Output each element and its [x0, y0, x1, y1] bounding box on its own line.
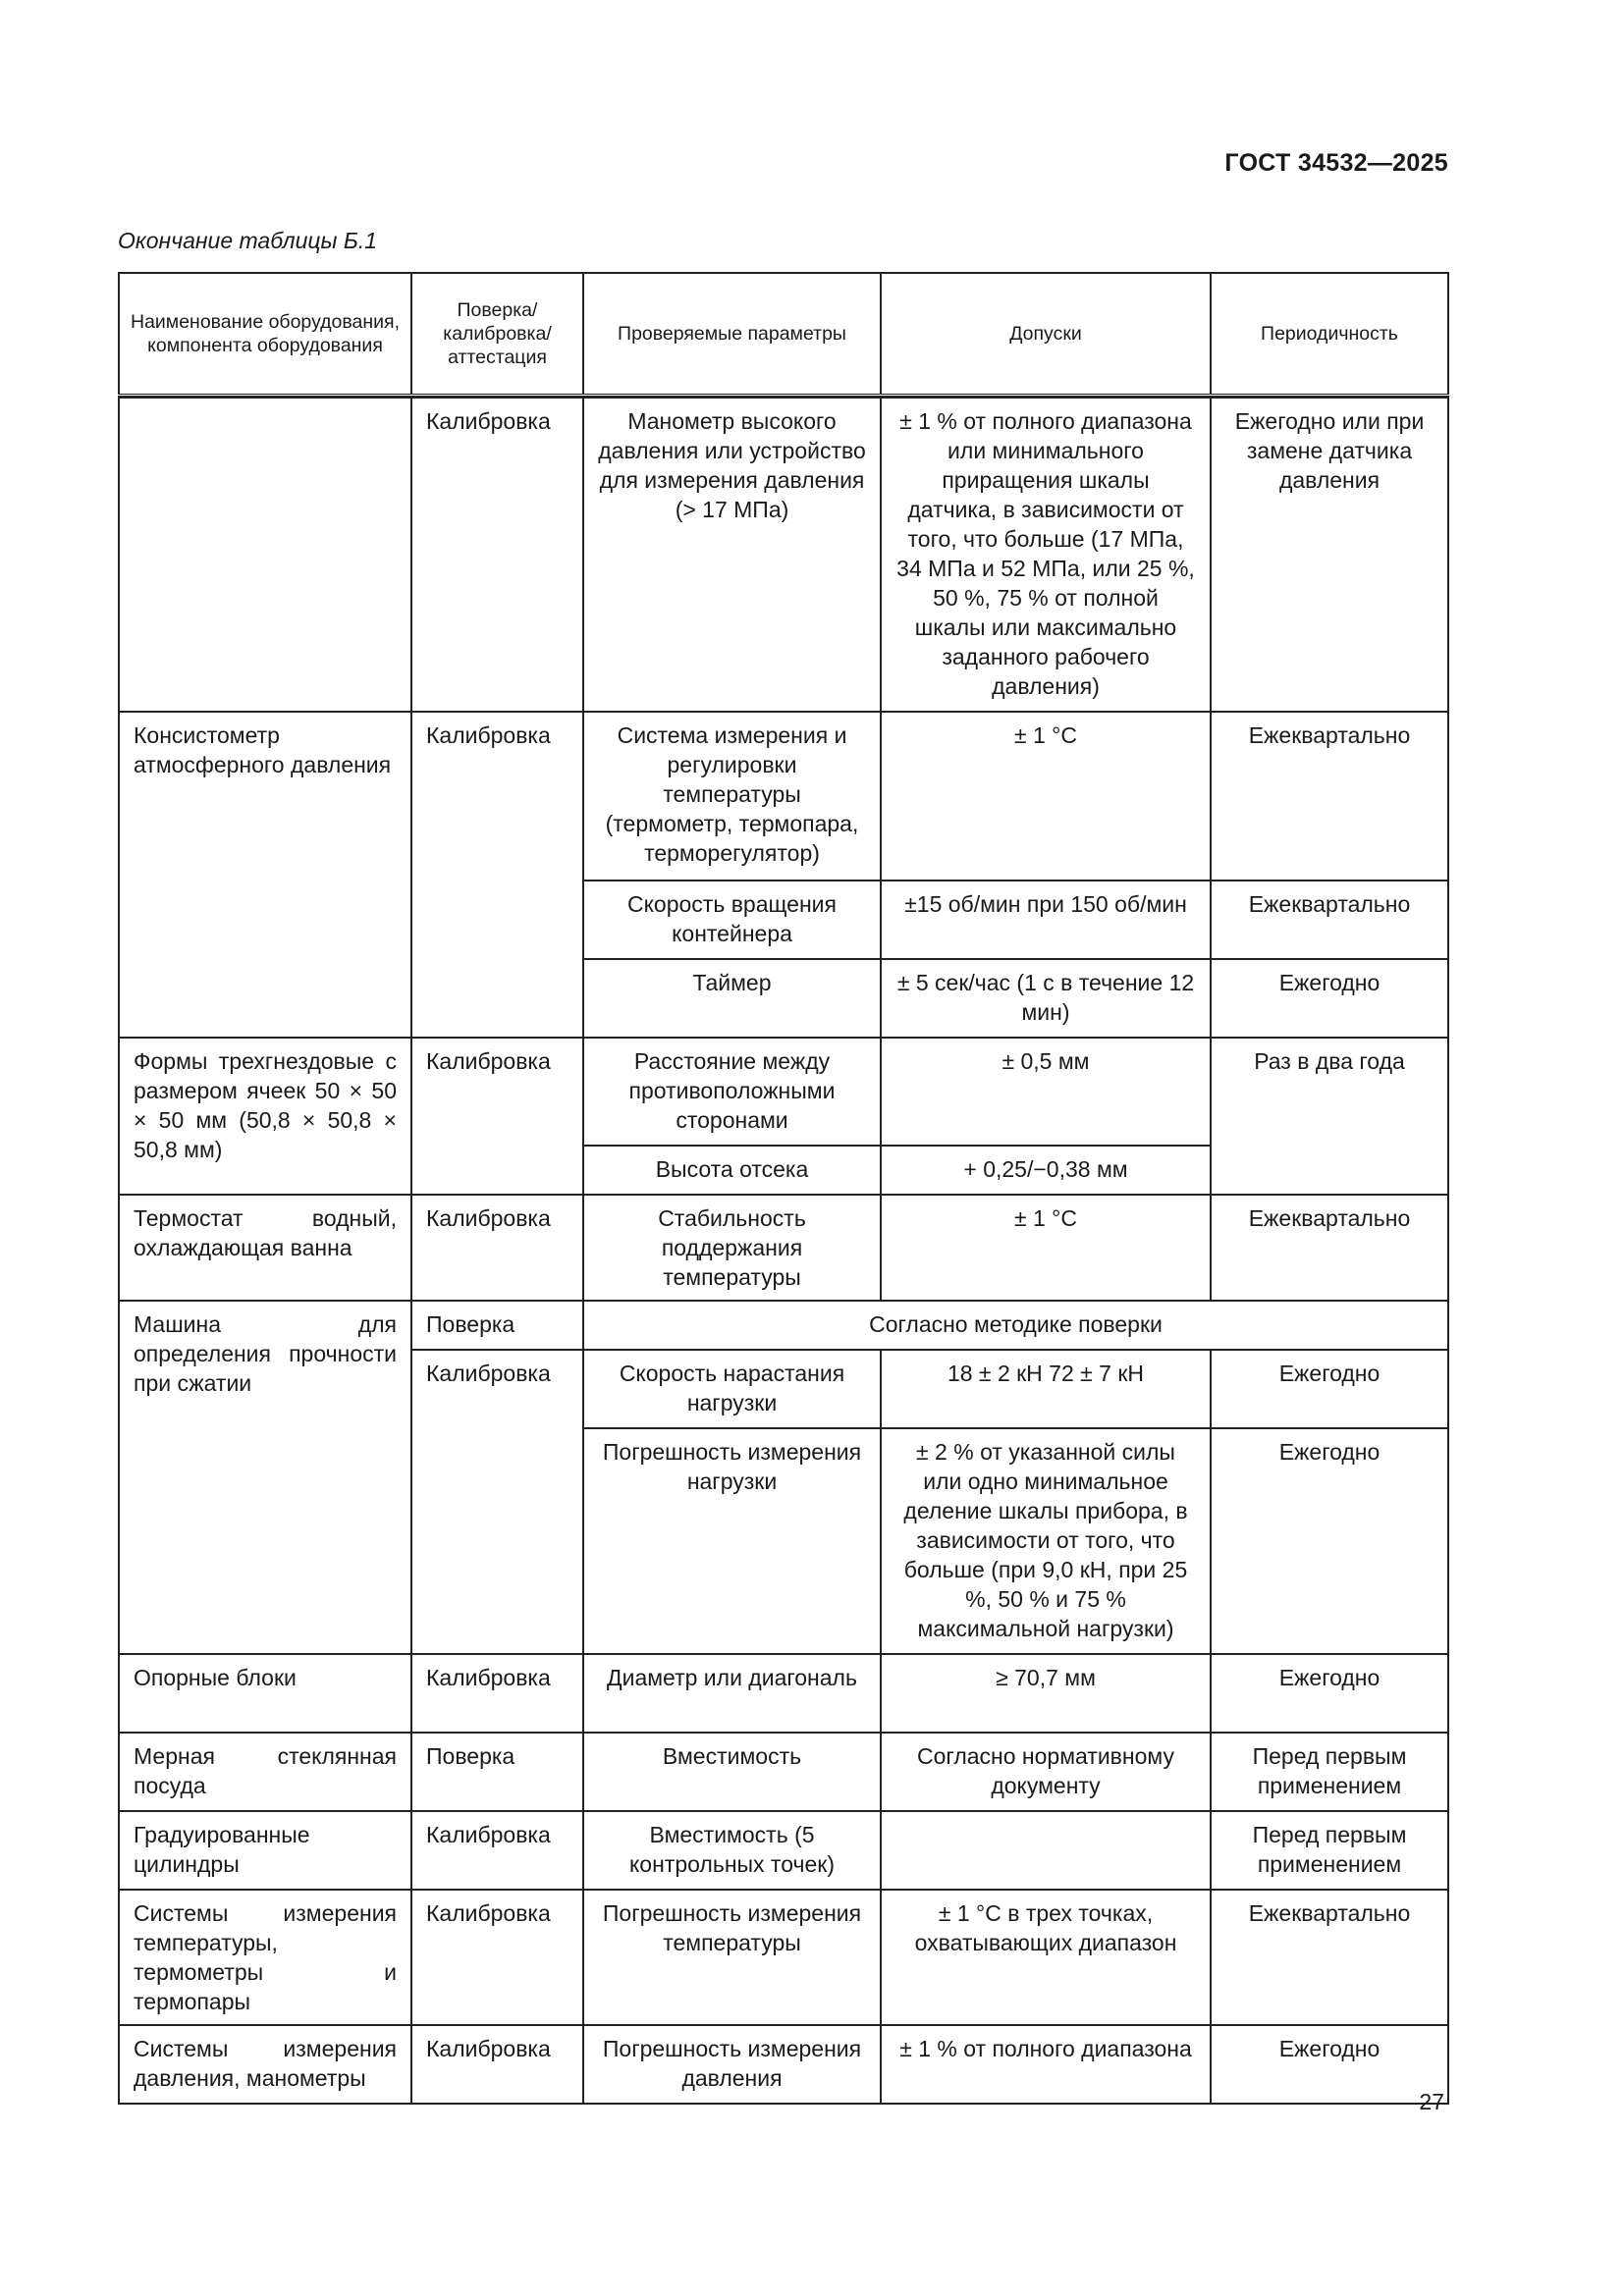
cell-period: Ежегодно [1211, 1654, 1448, 1733]
cell-equipment: Системы измерения температуры, термометры и термопары [119, 1890, 411, 2025]
cell-param: Таймер [583, 959, 881, 1038]
cell-param: Вместимость [583, 1733, 881, 1811]
cell-check: Калибровка [411, 712, 583, 1038]
table-row [119, 1195, 1448, 1301]
cell-tolerance: 18 ± 2 кН 72 ± 7 кН [881, 1350, 1211, 1428]
cell-check: Калибровка [411, 1811, 583, 1890]
cell-period: Ежеквартально [1211, 881, 1448, 959]
cell-check: Калибровка [411, 2025, 583, 2104]
cell-param: Высота отсека [583, 1146, 881, 1195]
cell-check: Калибровка [411, 1195, 583, 1301]
cell-tolerance: ± 1 °С [881, 1195, 1211, 1301]
cell-tolerance: ±15 об/мин при 150 об/мин [881, 881, 1211, 959]
cell-period: Ежегодно [1211, 959, 1448, 1038]
column-header-params: Проверяемые параметры [583, 273, 881, 395]
cell-param: Диаметр или диагональ [583, 1654, 881, 1733]
cell-tolerance: + 0,25/−0,38 мм [881, 1146, 1211, 1195]
cell-equipment: Мерная стеклянная посуда [119, 1733, 411, 1811]
cell-param: Погрешность измерения нагрузки [583, 1428, 881, 1654]
table-row [119, 1811, 1448, 1890]
cell-check: Калибровка [411, 1038, 583, 1195]
cell-equipment: Термостат водный, охлаждающая ванна [119, 1195, 411, 1301]
column-header-tolerance: Допуски [881, 273, 1211, 395]
cell-period: Ежегодно или при замене датчика давления [1211, 398, 1448, 712]
cell-tolerance: ± 0,5 мм [881, 1038, 1211, 1146]
table-row [119, 1301, 1448, 1350]
column-header-period: Периодичность [1211, 273, 1448, 395]
cell-tolerance: Согласно нормативному документу [881, 1733, 1211, 1811]
cell-tolerance: ± 2 % от указанной силы или одно минимальное деление шкалы прибора, в зависимости от того, что больше (при 9,0 кН, при 25 %, 50 % и 75 % максимальной нагрузки) [881, 1428, 1211, 1654]
cell-param: Скорость вращения контейнера [583, 881, 881, 959]
table-header-row [119, 273, 1448, 395]
cell-param: Погрешность измерения давления [583, 2025, 881, 2104]
page-number: 27 [1419, 2089, 1444, 2114]
document-code: ГОСТ 34532—2025 [1224, 149, 1448, 177]
cell-tolerance: ± 1 % от полного диапазона или минимального приращения шкалы датчика, в зависимости от того, что больше (17 МПа, 34 МПа и 52 МПа, или 25 %, 50 %, 75 % от полной шкалы или максимально заданного рабочего давления) [881, 398, 1211, 712]
cell-check: Калибровка [411, 1890, 583, 2025]
cell-tolerance: ± 5 сек/час (1 с в течение 12 мин) [881, 959, 1211, 1038]
column-header-equipment: Наименование оборудования, компонента оборудования [119, 273, 411, 395]
cell-equipment [119, 398, 411, 712]
cell-check: Поверка [411, 1301, 583, 1350]
cell-param: Скорость нарастания нагрузки [583, 1350, 881, 1428]
equipment-table [118, 272, 1449, 2105]
table-caption: Окончание таблицы Б.1 [118, 228, 378, 253]
cell-period: Ежегодно [1211, 2025, 1448, 2104]
cell-period: Ежегодно [1211, 1350, 1448, 1428]
table-row [119, 2025, 1448, 2104]
cell-equipment: Консистометр атмосферного давления [119, 712, 411, 1038]
cell-check: Калибровка [411, 398, 583, 712]
cell-param: Система измерения и регулировки температуры (термометр, термопара, терморегулятор) [583, 712, 881, 881]
cell-equipment: Формы трехгнездовые с размером ячеек 50 × 50 × 50 мм (50,8 × 50,8 × 50,8 мм) [119, 1038, 411, 1195]
cell-tolerance: ± 1 °С в трех точках, охватывающих диапазон [881, 1890, 1211, 2025]
table-row [119, 398, 1448, 712]
cell-period: Ежегодно [1211, 1428, 1448, 1654]
cell-tolerance: ± 1 % от полного диапазона [881, 2025, 1211, 2104]
cell-param: Манометр высокого давления или устройство для измерения давления (> 17 МПа) [583, 398, 881, 712]
cell-equipment: Системы измерения давления, манометры [119, 2025, 411, 2104]
cell-period: Перед первым применением [1211, 1811, 1448, 1890]
cell-period: Ежеквартально [1211, 712, 1448, 881]
cell-period: Перед первым применением [1211, 1733, 1448, 1811]
table-row [119, 1890, 1448, 2025]
cell-merged-verification: Согласно методике поверки [583, 1301, 1448, 1350]
cell-param: Вместимость (5 контрольных точек) [583, 1811, 881, 1890]
cell-param: Погрешность измерения температуры [583, 1890, 881, 2025]
cell-tolerance: ± 1 °С [881, 712, 1211, 881]
cell-param: Расстояние между противоположными сторонами [583, 1038, 881, 1146]
cell-check: Калибровка [411, 1654, 583, 1733]
cell-equipment: Машина для определения прочности при сжатии [119, 1301, 411, 1654]
table-row [119, 1654, 1448, 1733]
cell-tolerance [881, 1811, 1211, 1890]
cell-check: Поверка [411, 1733, 583, 1811]
cell-equipment: Опорные блоки [119, 1654, 411, 1733]
cell-check: Калибровка [411, 1350, 583, 1654]
cell-period: Ежеквартально [1211, 1195, 1448, 1301]
cell-param: Стабильность поддержания температуры [583, 1195, 881, 1301]
table-row [119, 1733, 1448, 1811]
table-row [119, 1038, 1448, 1146]
column-header-check: Поверка/ калибровка/ аттестация [411, 273, 583, 395]
cell-period: Ежеквартально [1211, 1890, 1448, 2025]
cell-period: Раз в два года [1211, 1038, 1448, 1195]
cell-equipment: Градуированные цилиндры [119, 1811, 411, 1890]
cell-tolerance: ≥ 70,7 мм [881, 1654, 1211, 1733]
table-row [119, 712, 1448, 881]
